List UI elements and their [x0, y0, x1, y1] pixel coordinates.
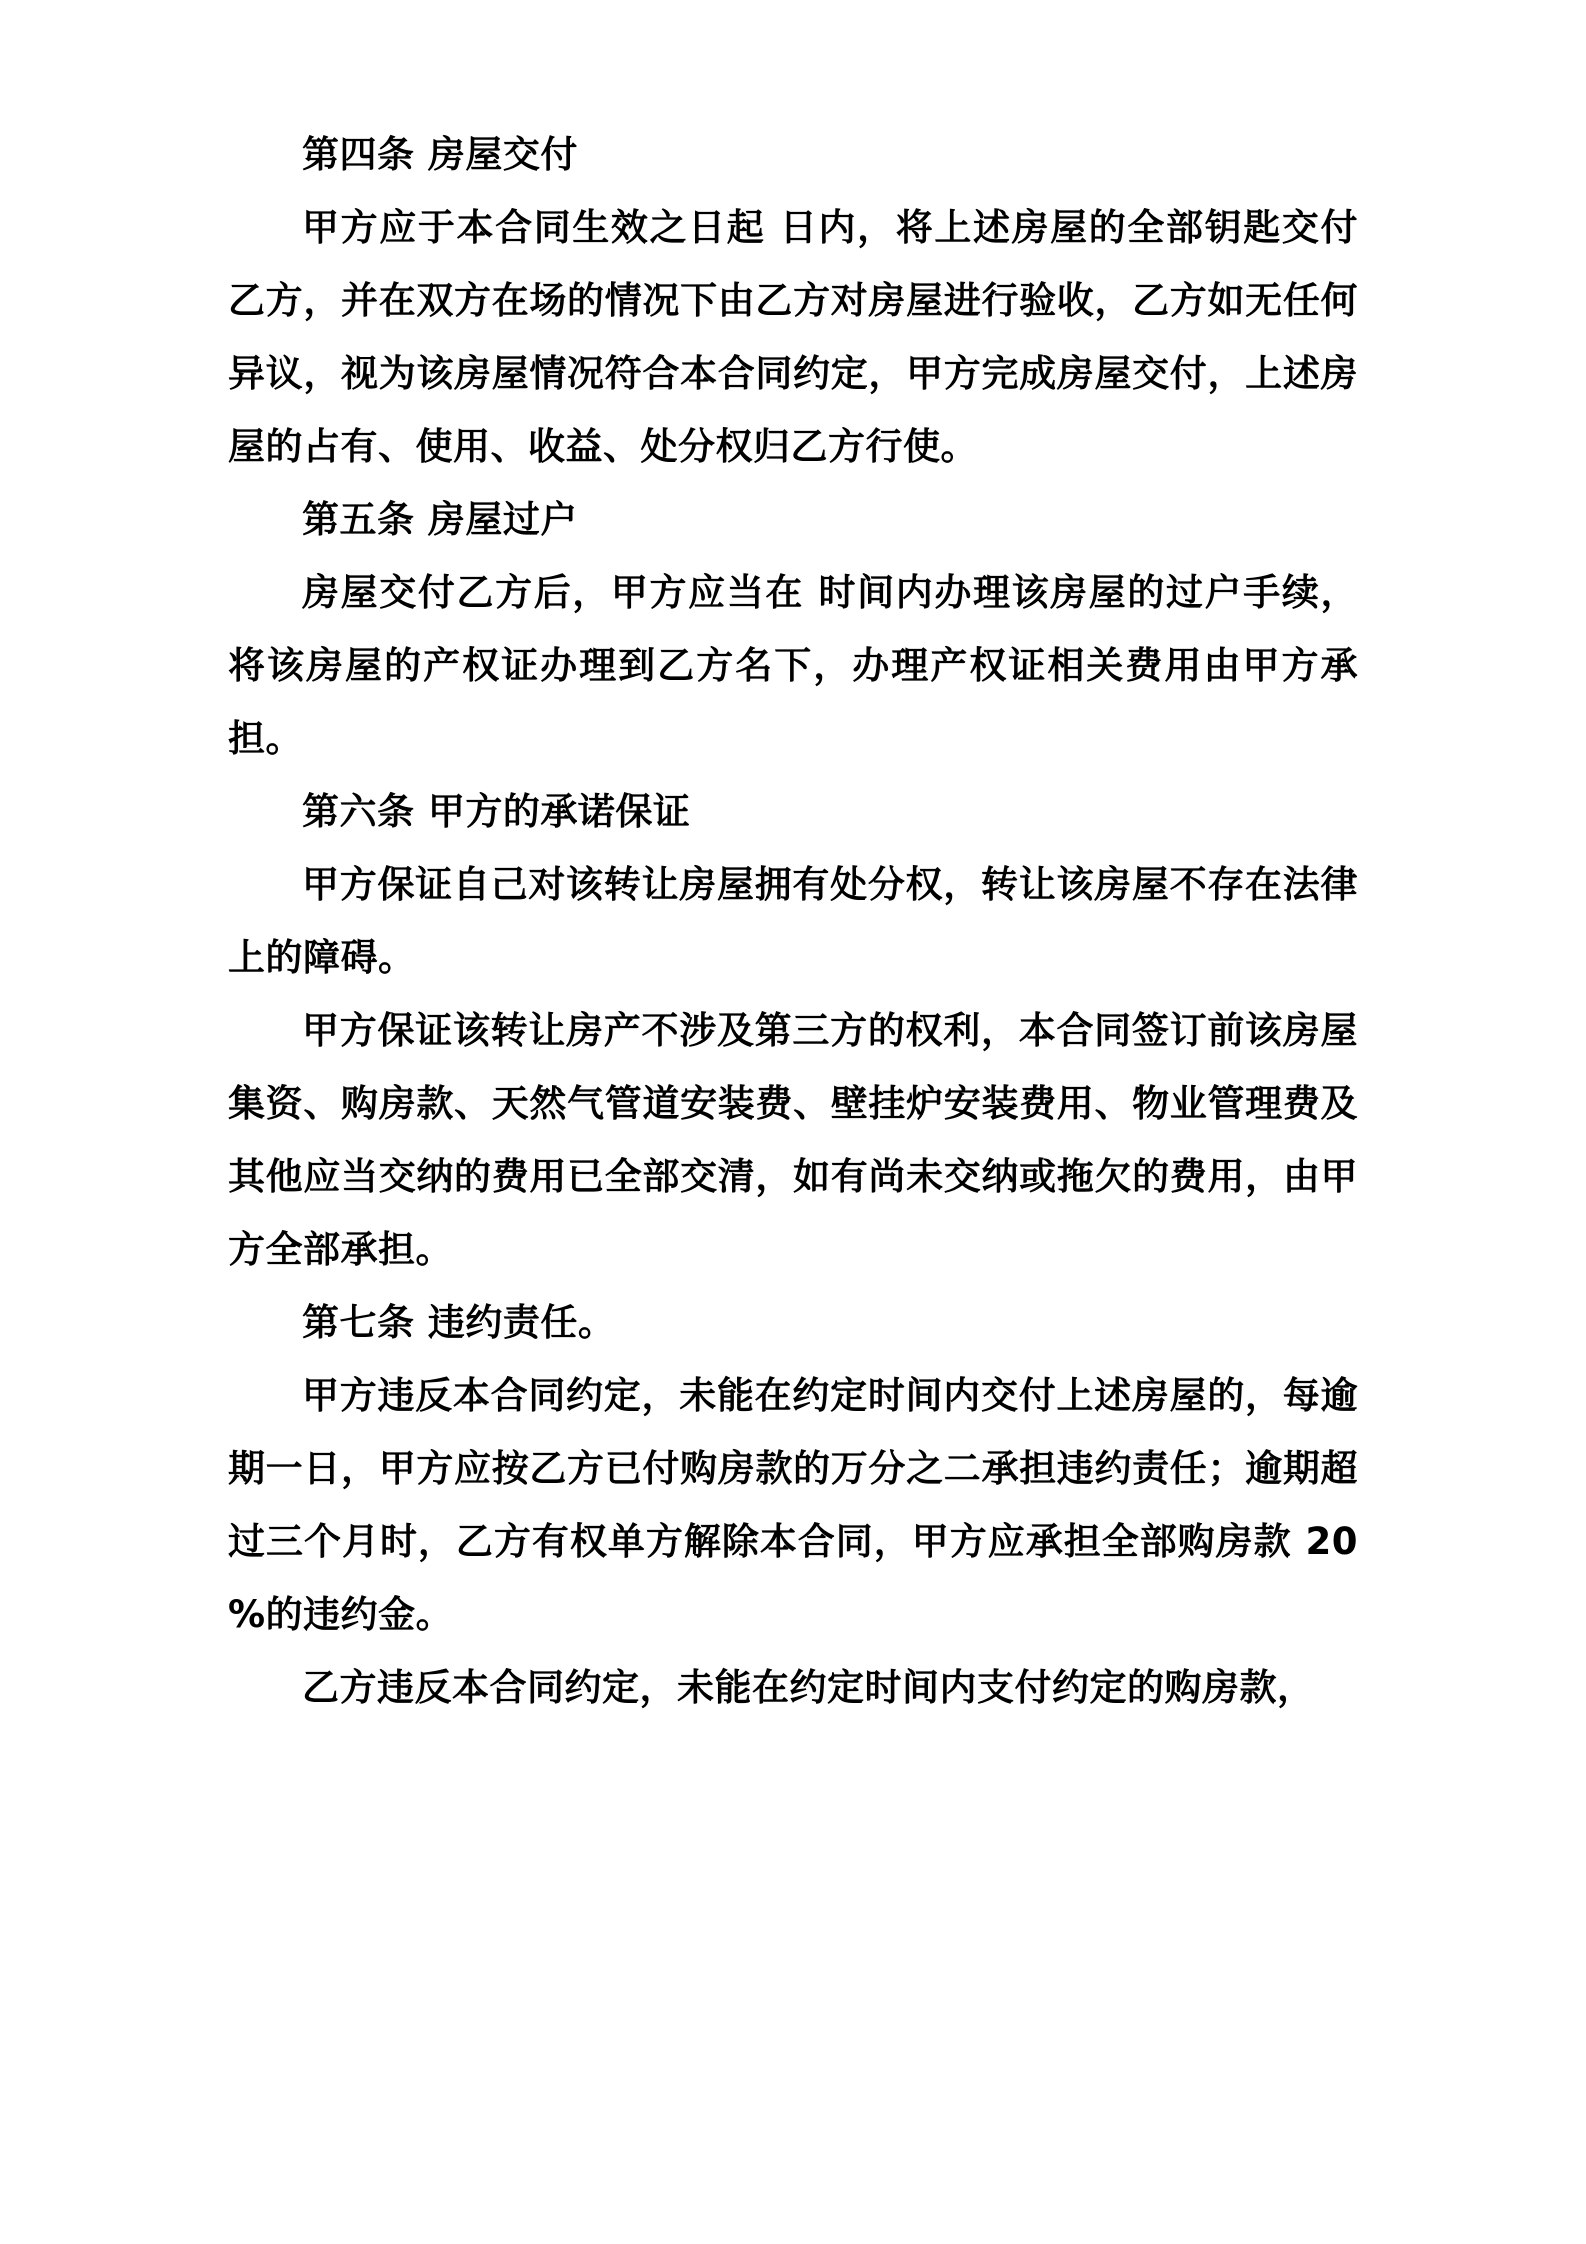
article-7-heading: 第七条 违约责任。 — [302, 1301, 616, 1344]
article-4-heading: 第四条 房屋交付 — [302, 133, 578, 176]
article-7-body-second: 乙方违反本合同约定，未能在约定时间内支付约定的购房款， — [302, 1666, 1315, 1709]
article-5-heading: 第五条 房屋过户 — [302, 498, 578, 541]
article-5-body: 房屋交付乙方后，甲方应当在 时间内办理该房屋的过户手续，将该房屋的产权证办理到乙方名下，办理产权证相关费用由甲方承担。 — [228, 571, 1358, 760]
article-6-body-second: 甲方保证该转让房产不涉及第三方的权利，本合同签订前该房屋集资、购房款、天然气管道安装费、壁挂炉安装费用、物业管理费及其他应当交纳的费用已全部交清，如有尚未交纳或拖欠的费用，由甲方全部承担。 — [228, 1009, 1358, 1271]
article-6-heading: 第六条 甲方的承诺保证 — [302, 790, 691, 833]
article-4-body: 甲方应于本合同生效之日起 日内，将上述房屋的全部钥匙交付乙方，并在双方在场的情况下由乙方对房屋进行验收，乙方如无任何异议，视为该房屋情况符合本合同约定，甲方完成房屋交付，上述房屋的占有、使用、收益、处分权归乙方行使。 — [228, 206, 1358, 468]
article-7-body-first: 甲方违反本合同约定，未能在约定时间内交付上述房屋的，每逾期一日，甲方应按乙方已付购房款的万分之二承担违约责任；逾期超过三个月时，乙方有权单方解除本合同，甲方应承担全部购房款 20 %的违约金。 — [228, 1374, 1358, 1636]
document-body — [228, 118, 1358, 1724]
article-6-body-first: 甲方保证自己对该转让房屋拥有处分权，转让该房屋不存在法律上的障碍。 — [228, 863, 1358, 979]
